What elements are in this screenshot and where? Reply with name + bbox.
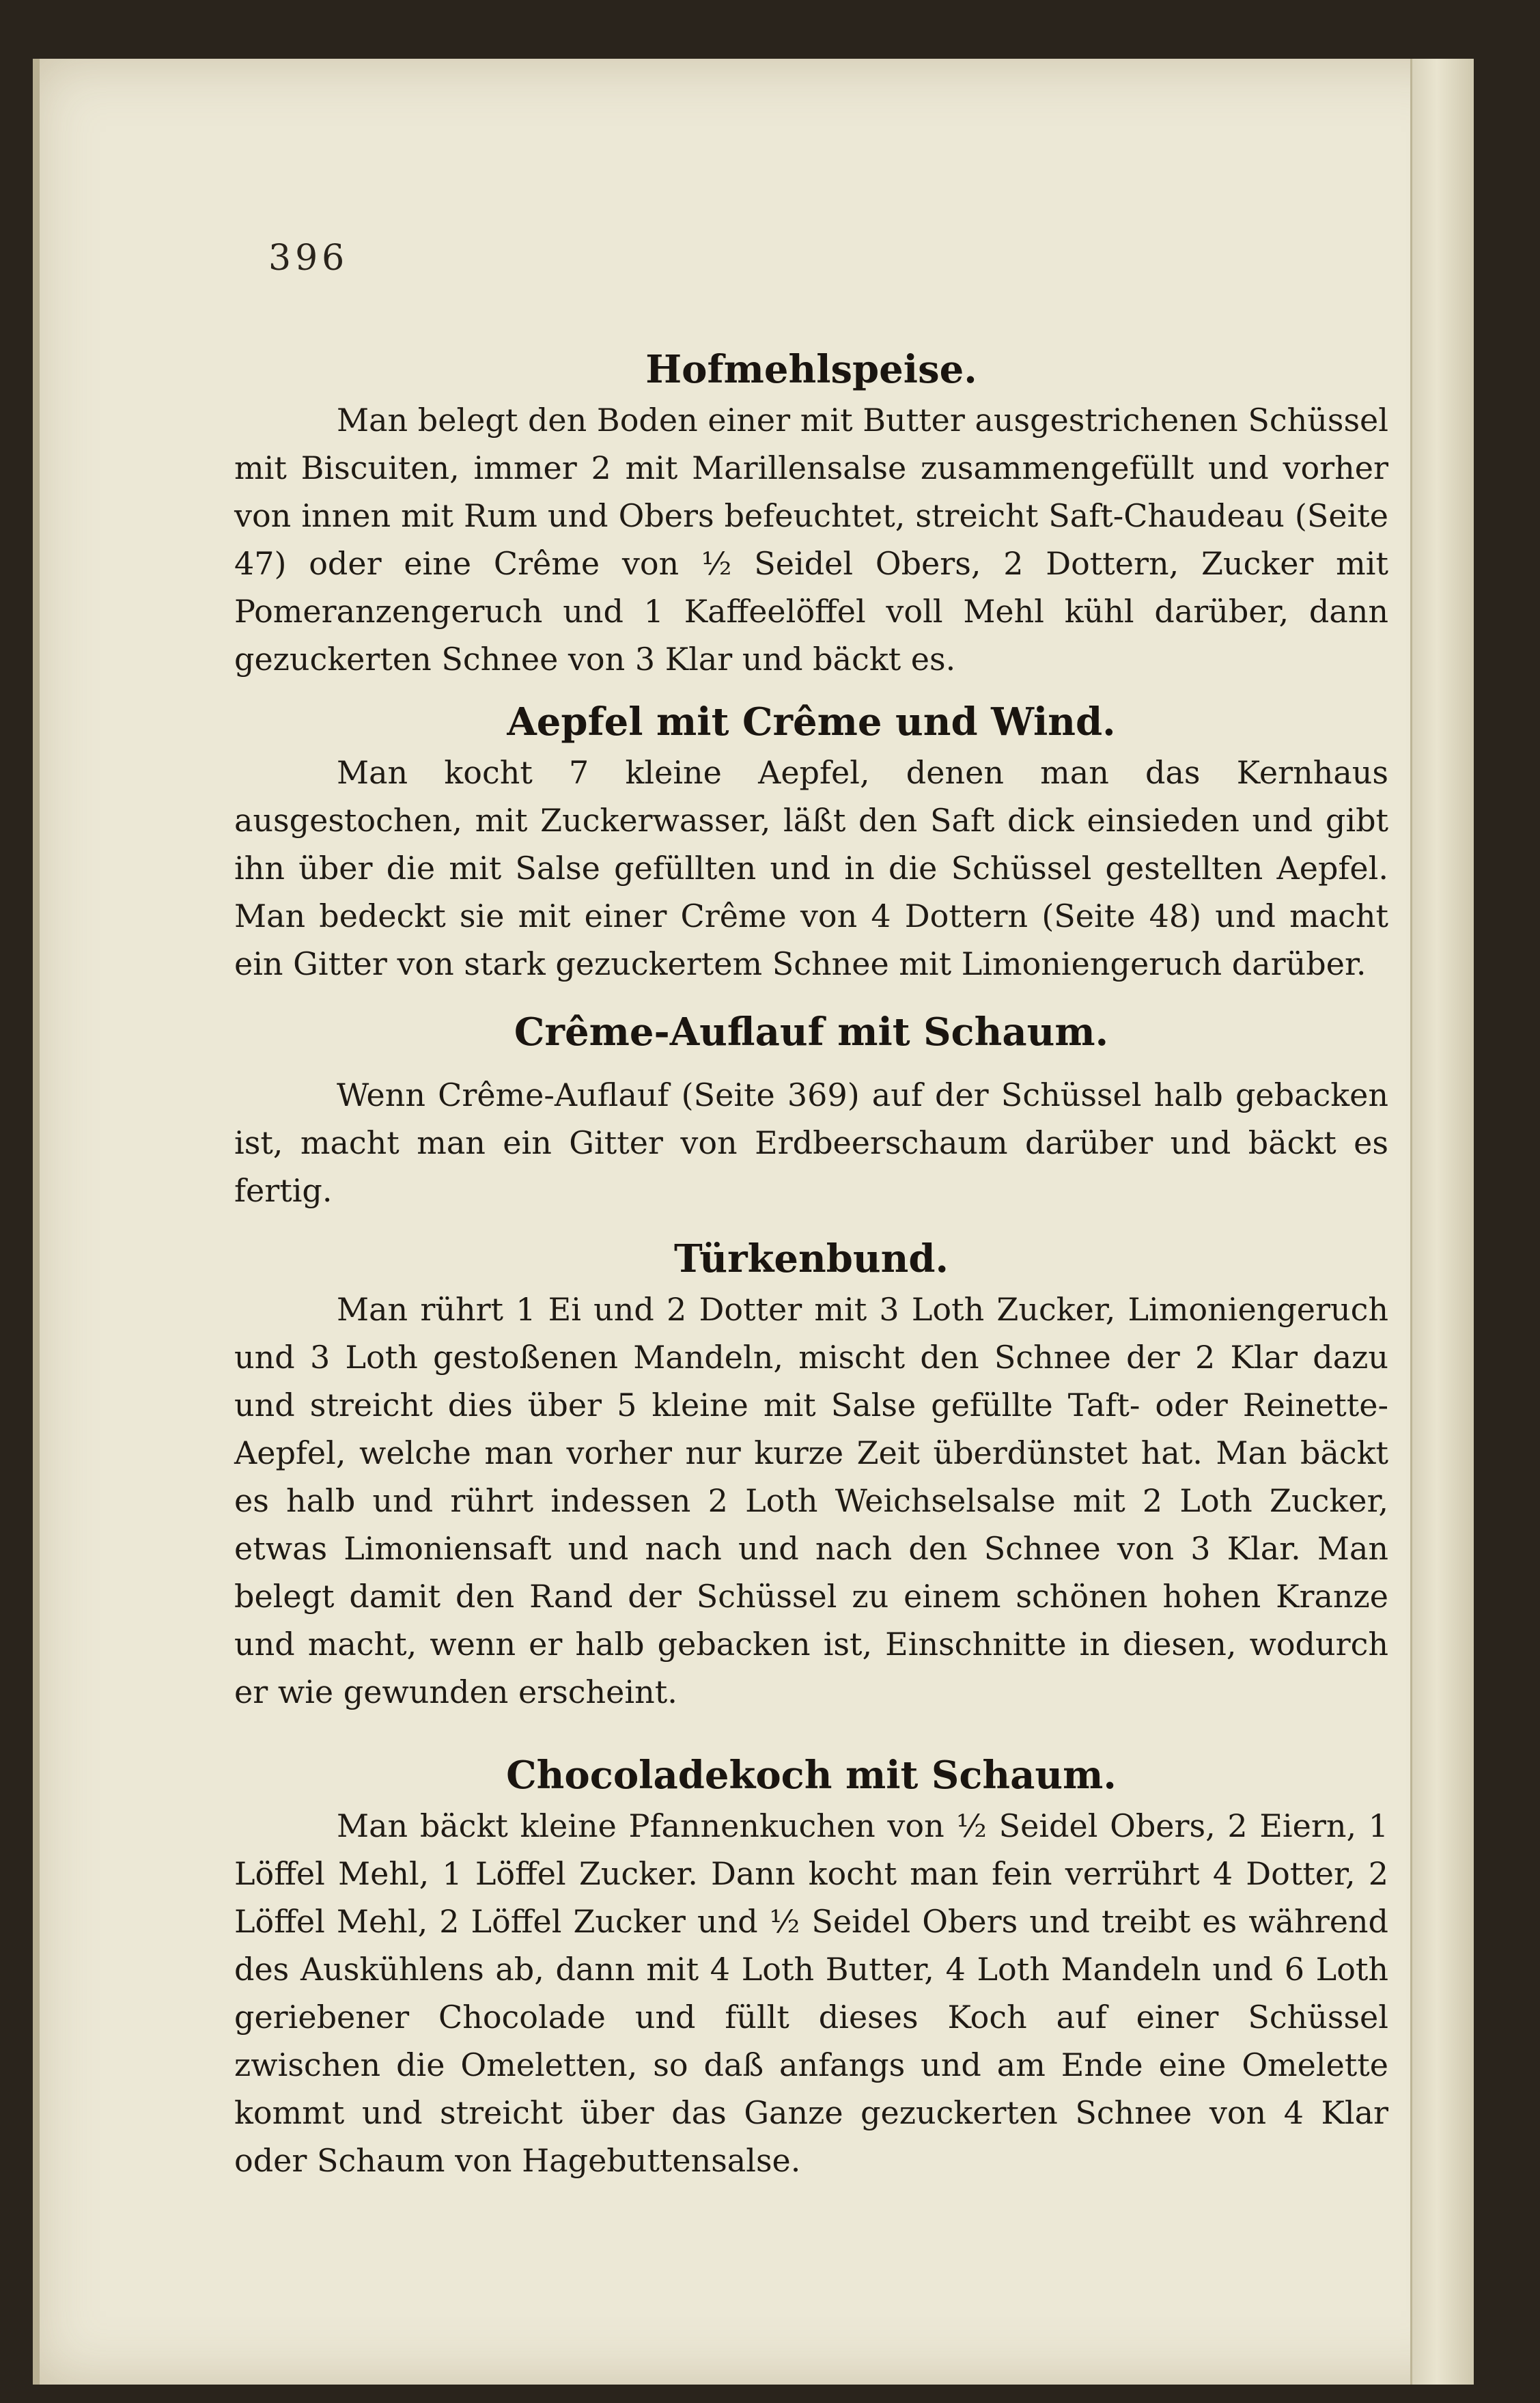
- recipe-body-aepfel: Man kocht 7 kleine Aepfel, denen man das Kernhaus ausgestochen, mit Zuckerwasser, läßt den Saft dick einsieden und gibt ihn über die mit Salse gefüllten und in die Schüssel gestellten Aepfel. Man bedeckt sie mit einer Crême von 4 Dottern (Seite 48) und macht ein Gitter von stark gezuckertem Schnee mit Limoniengeruch darüber.: [234, 754, 1388, 982]
- book-page: [33, 59, 1474, 2385]
- recipe-body-chocoladekoch: Man bäckt kleine Pfannenkuchen von ½ Seidel Obers, 2 Eiern, 1 Löffel Mehl, 1 Löffel Zucker. Dann kocht man fein verrührt 4 Dotter, 2 Löffel Mehl, 2 Löffel Zucker und ½ Seidel Obers und treibt es während des Auskühlens ab, dann mit 4 Loth Butter, 4 Loth Mandeln und 6 Loth geriebener Chocolade und füllt dieses Koch auf einer Schüssel zwischen die Omeletten, so daß anfangs und am Ende eine Omelette kommt und streicht über das Ganze gezuckerten Schnee von 4 Klar oder Schaum von Hagebuttensalse.: [234, 1807, 1388, 2179]
- recipe-body-hofmehlspeise: Man belegt den Boden einer mit Butter ausgestrichenen Schüssel mit Biscuiten, immer 2 mit Marillensalse zusammengefüllt und vorher von innen mit Rum und Obers befeuchtet, streicht Saft-Chaudeau (Seite 47) oder eine Crême von ½ Seidel Obers, 2 Dottern, Zucker mit Pomeranzengeruch und 1 Kaffeelöffel voll Mehl kühl darüber, dann gezuckerten Schnee von 3 Klar und bäckt es.: [234, 402, 1388, 678]
- page-gutter: [33, 59, 40, 2385]
- recipe-body-creme-auflauf: Wenn Crême-Auflauf (Seite 369) auf der Schüssel halb gebacken ist, macht man ein Gitter von Erdbeerschaum darüber und bäckt es fertig.: [234, 1077, 1388, 1209]
- page-edge: [1410, 59, 1474, 2385]
- recipe-body-tuerkenbund: Man rührt 1 Ei und 2 Dotter mit 3 Loth Zucker, Limoniengeruch und 3 Loth gestoßenen Mandeln, mischt den Schnee der 2 Klar dazu und streicht dies über 5 kleine mit Salse gefüllte Taft- oder Reinette-Aepfel, welche man vorher nur kurze Zeit überdünstet hat. Man bäckt es halb und rührt indessen 2 Loth Weichselsalse mit 2 Loth Zucker, etwas Limoniensaft und nach und nach den Schnee von 3 Klar. Man belegt damit den Rand der Schüssel zu einem schönen hohen Kranze und macht, wenn er halb gebacken ist, Einschnitte in diesen, wodurch er wie gewunden erscheint.: [234, 1291, 1388, 1710]
- recipe-heading-aepfel: Aepfel mit Crême und Wind.: [507, 699, 1116, 745]
- page-number: 396: [268, 238, 349, 279]
- recipe-heading-creme-auflauf: Crême-Auflauf mit Schaum.: [514, 1010, 1109, 1055]
- recipe-text: [234, 233, 1388, 2184]
- recipe-heading-hofmehlspeise: Hofmehlspeise.: [645, 347, 977, 392]
- recipe-heading-chocoladekoch: Chocoladekoch mit Schaum.: [506, 1753, 1117, 1798]
- recipe-heading-tuerkenbund: Türkenbund.: [674, 1236, 949, 1281]
